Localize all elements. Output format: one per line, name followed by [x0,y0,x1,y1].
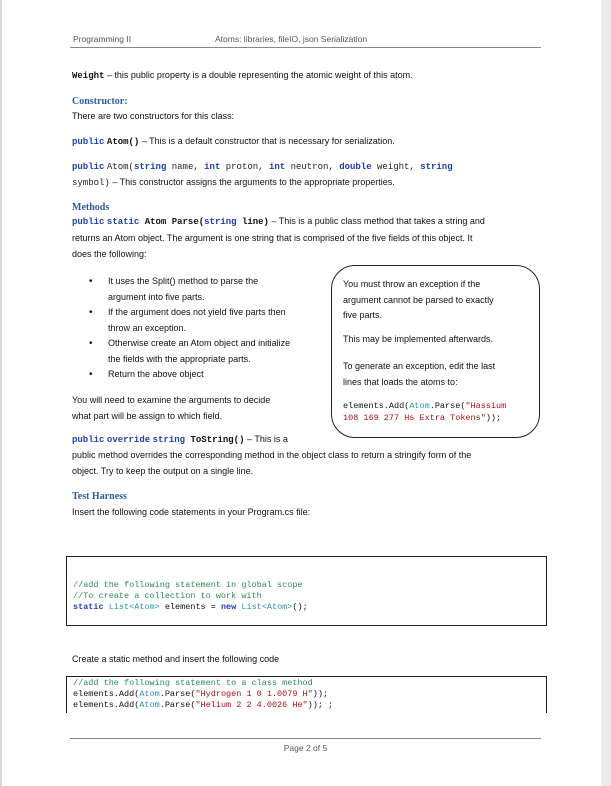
tostring-override: override [106,435,151,445]
ctor2-type-double: double [339,162,372,172]
list-item: • It uses the Split() method to parse the argument into five parts. [89,276,259,302]
ctor2-public: public [72,162,105,172]
note-para-1: You must throw an exception if the argument cannot be parsed to exactly five parts. [343,279,494,320]
page-edge-right [601,0,611,786]
ctor1-public: public [72,137,105,147]
ctor1-sig: Atom() [106,137,140,147]
tostring-sig: ToString() [185,435,245,445]
weight-name: Weight [72,71,105,81]
ctor2-type-int-2: int [268,162,286,172]
ctor1-line [72,136,395,147]
ctor1-desc: – This is a default constructor that is necessary for serialization. [139,136,395,146]
tostring-desc3: object. Try to keep the output on a single line. [72,466,254,476]
parse-static: static [106,217,140,227]
note-code: elements.Add(Atom.Parse("Hassium 108 169 277 Hs Extra Tokens")); [343,401,507,423]
ctor2-param-symbol: symbol) [72,178,110,188]
bullet-icon: • [89,307,93,318]
static-method-intro: Create a static method and insert the following code [72,654,280,664]
ctor2-atom: Atom( [106,162,134,172]
parse-public: public [72,217,105,227]
list-item: • If the argument does not yield five parts then throw an exception. [89,307,286,333]
weight-line [72,70,413,81]
tostring-string: string [152,435,186,445]
bullet-icon: • [89,369,93,380]
parse-type-string: string [204,217,237,227]
ctor2-param-proton: proton, [220,162,269,172]
tostring-desc2: public method overrides the corresponding method in the object class to return a stringify form of the [72,450,472,460]
ctor2-type-string: string [133,162,167,172]
ctor2-param-weight: weight, [371,162,421,172]
tostring-desc1: – This is a [244,434,288,444]
test-harness-heading: Test Harness [72,491,127,502]
footer-rule [70,738,541,739]
ctor2-type-int-1: int [204,162,221,172]
tostring-public: public [72,435,105,445]
bullet-icon: • [89,338,93,349]
page-number: Page 2 of 5 [283,743,328,753]
note-para-2: This may be implemented afterwards. [343,334,494,344]
ctor2-param-name: name, [166,162,205,172]
page-edge-left [0,0,2,786]
weight-desc: – this public property is a double representing the atomic weight of this atom. [104,70,413,80]
ctor2-desc: – This constructor assigns the arguments to the appropriate properties. [109,177,395,187]
ctor2-line1 [72,161,542,172]
ctor2-param-neutron: neutron, [285,162,340,172]
methods-heading: Methods [72,202,110,213]
parse-sig-a: Atom Parse( [139,217,205,227]
constructor-intro: There are two constructors for this class: [72,111,235,121]
ctor2-type-string-2: string [420,162,453,172]
ctor2-line2 [72,177,395,188]
test-harness-intro: Insert the following code statements in your Program.cs file: [72,507,311,517]
tostring-line1 [72,434,288,445]
parse-desc3: does the following: [72,249,147,259]
code-method: //add the following statement to a class method elements.Add(Atom.Parse("Hydrogen 1 0 1.0079 H")); elements.Add(Atom.Parse("Helium 2 2 4.0026 He")); ; [73,678,334,710]
code-global: //add the following statement in global scope //To create a collection to work with static List<Atom> elements = new List<Atom>(); [73,580,308,612]
note-para-3: To generate an exception, edit the last lines that loads the atoms to: [343,361,496,387]
list-item: • Otherwise create an Atom object and initialize the fields with the appropriate parts. [89,338,291,364]
header-left: Programming II [73,34,132,44]
header-center: Atoms: libraries, fileIO, json Serialization [215,34,368,44]
parse-bullet-list [72,274,332,383]
parse-desc2: returns an Atom object. The argument is one string that is comprised of the five fields of this object. It [72,233,473,243]
parse-sig-b: line) [236,217,269,227]
header-rule [70,47,541,48]
list-item: • Return the above object [72,367,332,383]
parse-line1 [72,216,485,227]
bullet-icon: • [89,276,93,287]
constructor-heading: Constructor: [72,96,128,107]
parse-desc1: – This is a public class method that takes a string and [268,216,485,226]
examine-text: You will need to examine the arguments to decide what part will be assign to which field. [72,395,271,421]
